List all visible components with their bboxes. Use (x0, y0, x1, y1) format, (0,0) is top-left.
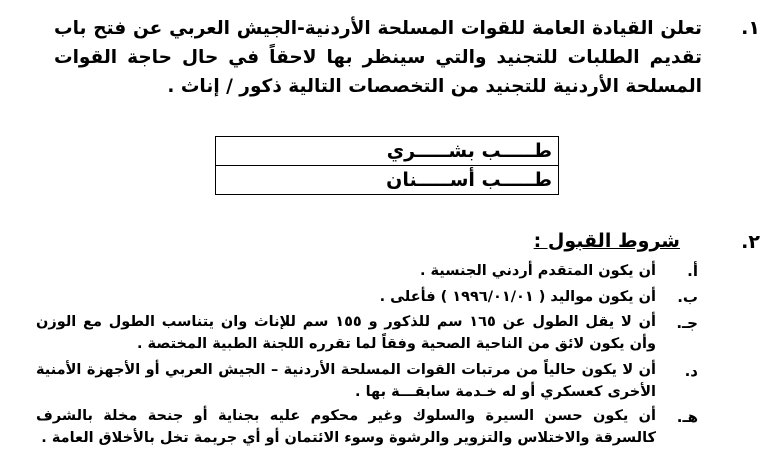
condition-d-text: أن لا يكون حالياً من مرتبات القوات المسلحة الأردنية – الجيش العربي أو الأجهزة الأمنية الأخرى كعسكري أو له خـدمة سابقـــة بها . (36, 362, 656, 400)
condition-e-text: أن يكون حسن السيرة والسلوك وغير محكوم عليه بجناية أو جنحة مخلة بالشرف كالسرقة والاختلاس والتزوير والرشوة وسوء الائتمان أو أي جريمة تخل بالأخلاق العامة . (36, 408, 656, 446)
table-row (216, 166, 559, 195)
section-1-announcement-text: تعلن القيادة العامة للقوات المسلحة الأردنية-الجيش العربي عن فتح باب تقديم الطلبات للتجنيد والتي سينظر بها لاحقاً في حال حاجة القوات المسلحة الأردنية للتجنيد من التخصصات التالية ذكور / إناث . (54, 18, 702, 97)
condition-e-letter: هـ. (676, 408, 698, 426)
specialty-cell: طـــــب أســـــنان (216, 166, 559, 195)
specialty-cell: طـــــب بشـــــري (216, 137, 559, 166)
section-1-number: ١. (741, 17, 760, 39)
condition-b-letter: ب. (677, 288, 698, 306)
table-row (216, 137, 559, 166)
specialties-table (215, 136, 559, 195)
condition-a-letter: أ. (687, 262, 698, 280)
condition-a-text: أن يكون المتقدم أردني الجنسية . (419, 263, 656, 279)
section-2-number: ٢. (741, 231, 760, 253)
condition-d-letter: د. (684, 362, 698, 380)
condition-b-text: أن يكون مواليد ( ١٩٩٦/٠١/٠١ ) فأعلى . (379, 289, 656, 305)
condition-c-text: أن لا يقل الطول عن ١٦٥ سم للذكور و ١٥٥ سم للإناث وان يتناسب الطول مع الوزن وأن يكون لائق من الناحية الصحية وفقاً لما تقرره اللجنة الطبية المختصة . (36, 314, 656, 352)
section-2-title: شروط القبول : (533, 230, 680, 252)
condition-c-letter: جـ. (676, 314, 698, 332)
